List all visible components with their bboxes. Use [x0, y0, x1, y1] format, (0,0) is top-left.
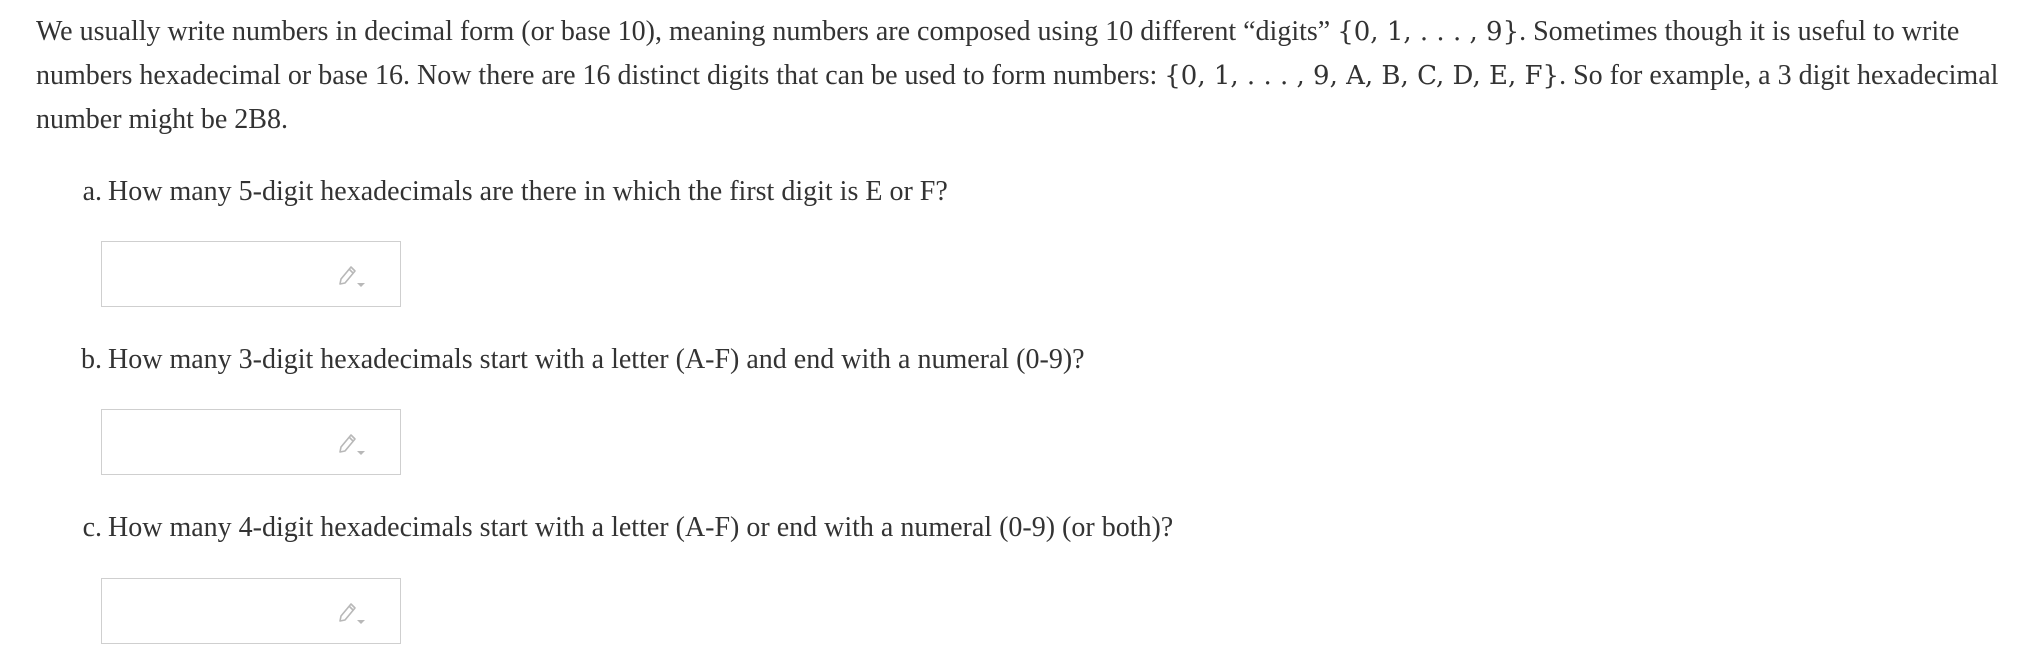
hex-digit-set: {0, 1, . . . , 9, A, B, C, D, E, F} — [1164, 61, 1560, 91]
decimal-digit-set: {0, 1, . . . , 9} — [1337, 17, 1520, 47]
intro-text-1: We usually write numbers in decimal form (or base 10), meaning numbers are composed using 10 different “digits” — [36, 16, 1338, 47]
question-text: How many 3-digit hexadecimals start with a letter (A-F) and end with a numeral (0-9)? — [108, 344, 1085, 375]
question-letter: c. — [82, 512, 102, 543]
pencil-dropdown-icon[interactable] — [336, 599, 366, 627]
intro-text-3: . So for example, a 3 digit hexadecimal number might be 2B8. — [36, 60, 1999, 135]
intro-text-2: . Sometimes though it is useful to write numbers hexadecimal or base 16. Now there are 16 distinct digits that can be used to form numbers: — [36, 16, 1960, 91]
question-letter: b. — [81, 344, 102, 375]
question-a — [70, 172, 948, 212]
question-text: How many 4-digit hexadecimals start with a letter (A-F) or end with a numeral (0-9) (or both)? — [108, 512, 1174, 543]
question-text: How many 5-digit hexadecimals are there in which the first digit is E or F? — [108, 176, 948, 207]
pencil-dropdown-icon[interactable] — [336, 430, 366, 458]
answer-input-c[interactable] — [102, 579, 322, 643]
answer-box-c[interactable] — [101, 578, 401, 644]
answer-input-b[interactable] — [102, 410, 322, 474]
question-letter: a. — [82, 176, 102, 207]
question-b — [70, 340, 1085, 380]
question-c — [70, 508, 1173, 548]
answer-box-a[interactable] — [101, 241, 401, 307]
problem-intro — [36, 10, 2004, 142]
answer-box-b[interactable] — [101, 409, 401, 475]
pencil-dropdown-icon[interactable] — [336, 262, 366, 290]
answer-input-a[interactable] — [102, 242, 322, 306]
